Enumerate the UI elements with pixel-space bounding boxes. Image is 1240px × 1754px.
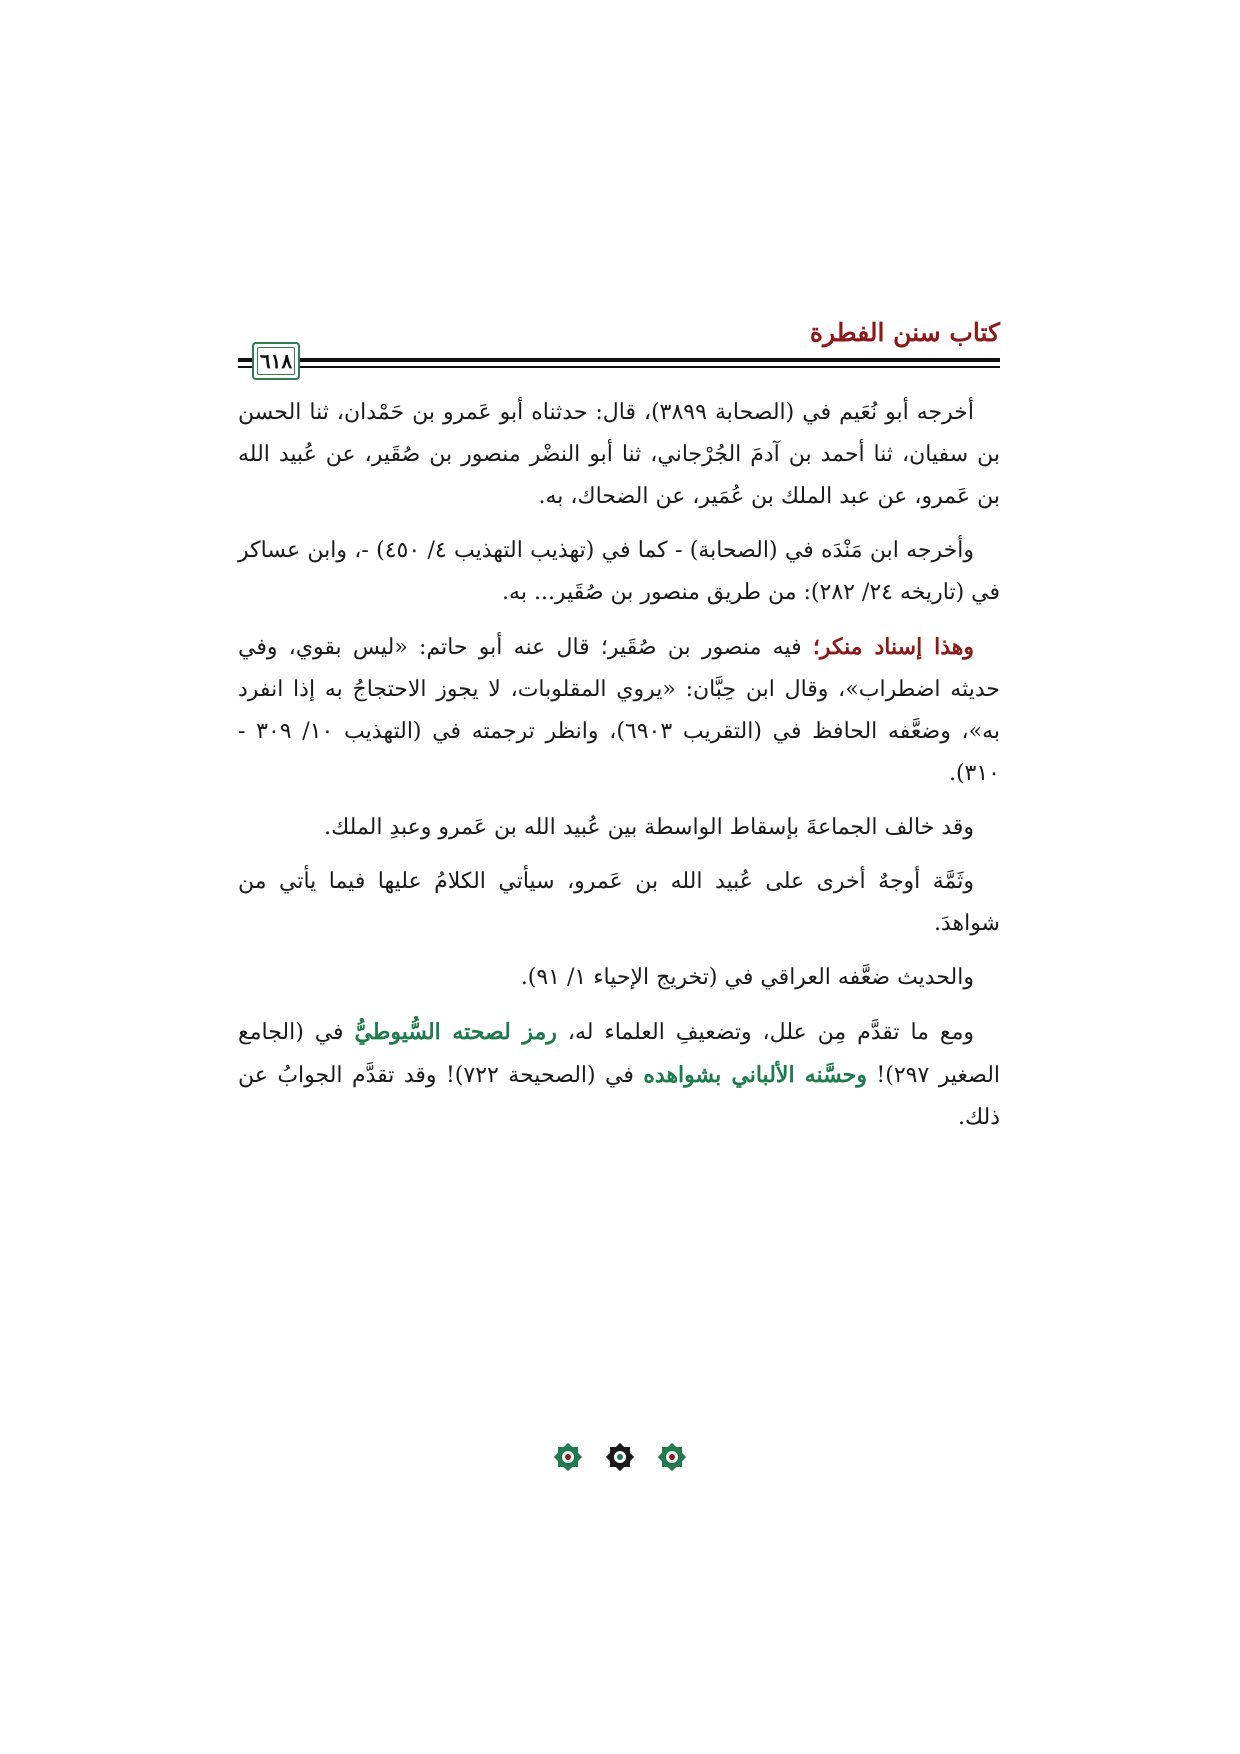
paragraph-text: فيه منصور بن صُقَير؛ قال عنه أبو حاتم: «ليس بقوي، وفي حديثه اضطراب»، وقال ابن حِبَّان: «يروي المقلوبات، لا يجوز الاحتجاجُ به إذا انفرد به»، وضعَّفه الحافظ في (التقريب ٦٩٠٣)، وانظر ترجمته في (التهذيب ١٠/ ٣٠٩ - ٣١٠). <box>238 635 1001 786</box>
highlight-suyuti: رمز لصحته السُّيوطيُّ <box>354 1019 557 1045</box>
paragraph-text: في (الجامع الصغير ٢٩٧)! <box>238 1020 1001 1088</box>
paragraph-2 <box>238 530 1000 614</box>
header-rule <box>300 358 1000 362</box>
paragraph-text: وقد خالف الجماعةَ بإسقاط الواسطة بين عُبيد الله بن عَمرو وعبدِ الملك. <box>324 815 974 840</box>
paragraph-text: وأخرجه ابن مَنْدَه في (الصحابة) - كما في (تهذيب التهذيب ٤/ ٤٥٠) -، وابن عساكر في (تاريخه ٢٤/ ٢٨٢): من طريق منصور بن صُقَير... به. <box>238 538 1000 605</box>
star-flower-ornament-icon <box>655 1440 689 1474</box>
page-body <box>238 392 1000 1151</box>
page-number-badge <box>252 342 300 380</box>
book-title: كتاب سنن الفطرة <box>809 318 1000 347</box>
paragraph-text: في (الصحيحة ٧٢٢)! وقد تقدَّم الجوابُ عن ذلك. <box>238 1063 1000 1130</box>
paragraph-5 <box>238 861 1000 945</box>
page-header <box>238 318 1000 380</box>
paragraph-6 <box>238 957 1000 999</box>
paragraph-7 <box>238 1011 1000 1139</box>
star-flower-ornament-icon <box>603 1440 637 1474</box>
highlight-albani: وحسَّنه الألباني بشواهده <box>643 1062 867 1088</box>
paragraph-text: أخرجه أبو نُعَيم في (الصحابة ٣٨٩٩)، قال: حدثناه أبو عَمرو بن حَمْدان، ثنا الحسن بن سفيان، ثنا أحمد بن آدمَ الجُرْجاني، ثنا أبو النضْر منصور بن صُقَير، عن عُبيد الله بن عَمرو، عن عبد الملك بن عُمَير، عن الضحاك، به. <box>238 400 1000 509</box>
paragraph-text: والحديث ضعَّفه العراقي في (تخريج الإحياء ١/ ٩١). <box>520 965 974 990</box>
paragraph-3 <box>238 626 1000 795</box>
header-rule-left-thin <box>238 366 252 368</box>
header-rule-thin <box>300 366 1000 368</box>
paragraph-text: ومع ما تقدَّم مِن علل، وتضعيفِ العلماء له، <box>556 1020 974 1045</box>
star-flower-ornament-icon <box>551 1440 585 1474</box>
paragraph-text: وثَمَّة أوجهٌ أخرى على عُبيد الله بن عَمرو، سيأتي الكلامُ عليها فيما يأتي من شواهدَ. <box>238 869 1000 936</box>
paragraph-1 <box>238 392 1000 518</box>
section-end-ornaments <box>0 1440 1240 1474</box>
highlight-verdict: وهذا إسناد منكر؛ <box>812 634 975 660</box>
paragraph-4 <box>238 807 1000 849</box>
header-rule-left <box>238 358 252 362</box>
page-number: ٦١٨ <box>259 349 293 373</box>
